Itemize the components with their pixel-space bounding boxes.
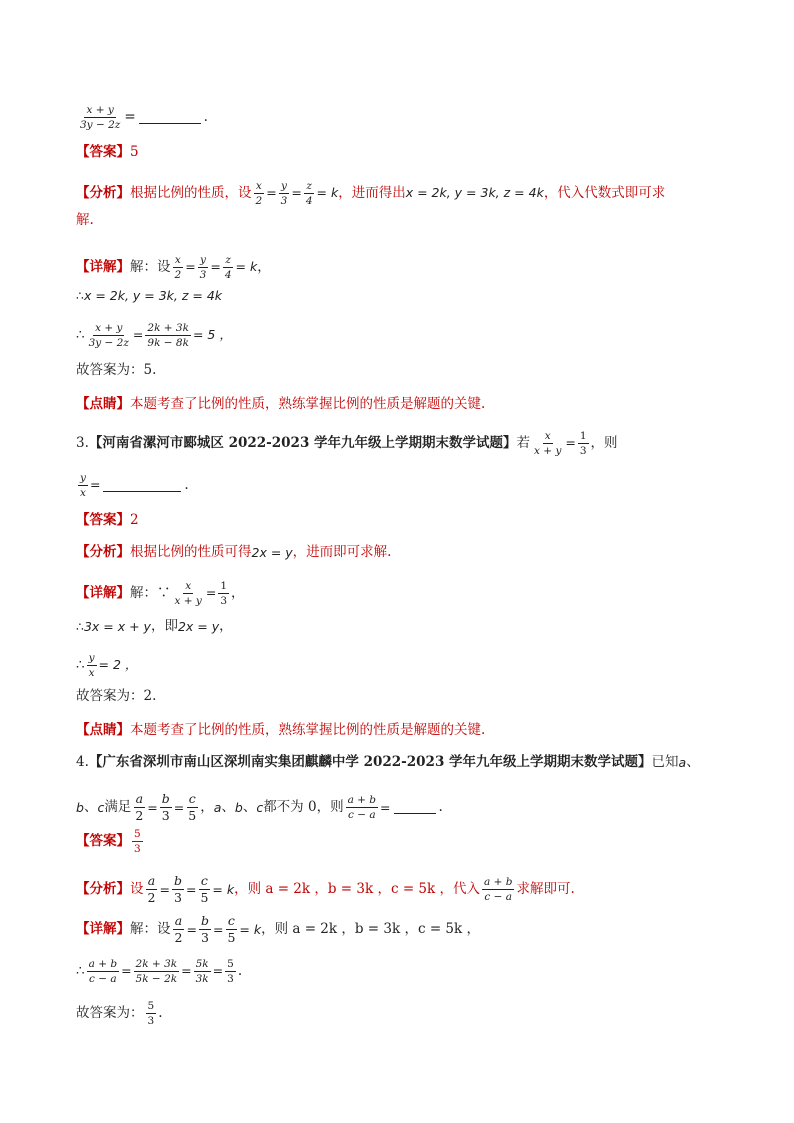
q3-analysis-text1: 根据比例的性质可得 (130, 544, 252, 560)
q2-analysis-line2 (76, 214, 94, 228)
q2-detail-set-k: = k (235, 259, 258, 275)
q3-text1: 若 (516, 434, 531, 451)
q3-step1-mid: ，即 (150, 618, 178, 634)
q2-final: 故答案为：5. (76, 362, 157, 378)
q4-analysis-text2: 求解即可. (516, 881, 575, 898)
q3-text2: ，则 (590, 434, 618, 451)
q2-analysis-text4: 解. (76, 212, 94, 228)
q3-step2-rhs: = 2 ， (98, 657, 138, 673)
q4-answer-tag: 【答案】 (76, 832, 130, 849)
q4-analysis-tag: 【分析】 (76, 881, 130, 898)
q2-therefore1: ∴x = 2k, y = 3k, z = 4k (76, 288, 223, 303)
q3-answer-tag: 【答案】 (76, 512, 130, 528)
q2-detail-line: 【详解】 解：设 $\frac{x}{2}$ = $\frac{y}{3}$ = $\frac{z}{4}$ = k ， (76, 254, 271, 282)
q3-comment-tag: 【点睛】 (76, 722, 130, 738)
q3-step2-line: ∴ $\frac{y}{x}$ = 2 ， (76, 652, 138, 680)
q3-analysis-tag: 【分析】 (76, 544, 130, 560)
q3-ask-line: $\frac{y}{x}$ = . (80, 472, 189, 500)
q2-analysis-text1: 根据比例的性质，设 (130, 184, 252, 201)
q2-lhs-num: x + y (84, 104, 115, 118)
q4-ask-frac: $\frac{a + b}{c - a}$ (347, 794, 377, 822)
q3-final: 故答案为：2. (76, 688, 157, 704)
q3-step2-lead: ∴ (76, 656, 85, 673)
q4-detail-tag: 【详解】 (76, 921, 130, 938)
q2-answer-tag: 【答案】 (76, 144, 130, 160)
q3-detail-line: 【详解】 解：∵ $\frac{x}{x + y}$ = $\frac{1}{3}$ ， (76, 580, 245, 608)
q4-answer-line (76, 828, 145, 855)
q3-answer-value: 2 (130, 512, 139, 528)
q2-lhs-fraction (78, 104, 122, 131)
q4-number: 4. (76, 754, 89, 770)
q2-analysis-frac-y: $\frac{y}{3}$ (280, 180, 288, 208)
q3-detail-text1: 解：∵ (130, 584, 171, 601)
q2-answer-value: 5 (130, 144, 139, 160)
q2-analysis-set-k: = k (316, 185, 339, 201)
q4-answer-frac: $\frac{5}{3}$ (134, 828, 141, 856)
q3-comment-line (76, 724, 485, 738)
q2-calc-frac2: $\frac{2k + 3k}{9k - 8k}$ (147, 322, 189, 350)
q3-comment-text: 本题考查了比例的性质，熟练掌握比例的性质是解题的关键. (130, 722, 486, 738)
q3-answer-line (76, 514, 139, 528)
q3-cond-frac: $\frac{x}{x + y}$ (534, 430, 562, 458)
q2-detail-comma: ， (257, 258, 271, 275)
q4-source: 【广东省深圳市南山区深圳南实集团麒麟中学 2022-2023 学年九年级上学期期末数学试题】 (88, 754, 652, 770)
q4-var-a: a (678, 754, 687, 770)
q4-final-dot: . (158, 1004, 163, 1021)
q4-text2: 满足 (104, 799, 132, 816)
q2-analysis-frac-x: $\frac{x}{2}$ (255, 180, 263, 208)
q3-step1: ∴3x = x + y (76, 618, 151, 634)
q4-final-line: 故答案为： $\frac{5}{3}$ . (76, 1000, 163, 1028)
q3-analysis-line (76, 546, 391, 560)
q2-comment-text: 本题考查了比例的性质，熟练掌握比例的性质是解题的关键. (130, 396, 486, 412)
q2-comment-tag: 【点睛】 (76, 396, 130, 412)
q4-analysis-text1: 设 (130, 881, 144, 898)
q4-text3: 都不为 0，则 (263, 799, 344, 816)
q2-comment-line (76, 398, 485, 412)
q2-analysis-frac-z: $\frac{z}{4}$ (305, 180, 313, 208)
q4-answer-blank (394, 801, 436, 814)
q2-analysis-line: 【分析】 根据比例的性质，设 $\frac{x}{2}$ = $\frac{y}{3}$ = $\frac{z}{4}$ = k ，进而得出 x = 2k, y = 3k, z = 4k ，代入代数式即可求 (76, 180, 666, 208)
q4-question-line (76, 756, 700, 770)
q2-calc-line: ∴ $\frac{x + y}{3y - 2z}$ = $\frac{2k + 3k}{9k - 8k}$ = 5 ， (76, 322, 232, 350)
q3-answer-blank (103, 479, 181, 492)
q2-end: . (203, 108, 208, 125)
q2-final-line (76, 364, 156, 378)
q3-analysis-eq: 2x = y (251, 544, 293, 560)
q3-number: 3. (76, 434, 89, 451)
q2-analysis-text3: ，代入代数式即可求 (543, 184, 666, 201)
q3-detail-tag: 【详解】 (76, 584, 130, 601)
q4-dun: 、 (686, 754, 700, 770)
q3-source: 【河南省漯河市郾城区 2022-2023 学年九年级上学期期末数学试题】 (88, 434, 517, 451)
q2-eq: = (124, 108, 136, 125)
q2-lhs-den: 3y − 2z (80, 119, 121, 132)
q4-text1: 已知 (651, 754, 679, 770)
q2-analysis-text2: ，进而得出 (338, 184, 406, 201)
q2-calc-frac1: $\frac{x + y}{3y - 2z}$ (88, 322, 129, 350)
q2-analysis-tag: 【分析】 (76, 184, 130, 201)
q4-analysis-vals: ，则 a = 2k ，b = 3k ，c = 5k ，代入 (234, 881, 480, 898)
q4-analysis-line: 【分析】 设 $\frac{a}{2}$ = $\frac{b}{3}$ = $\frac{c}{5}$ = k ，则 a = 2k ，b = 3k ，c = 5k ，代入 $\frac{a + b}{c - a}$ 求解即可. (76, 873, 575, 906)
q3-analysis-text2: ，进而即可求解. (292, 544, 392, 560)
q2-calc-result: = 5 ， (192, 327, 232, 343)
q2-question-tail (76, 104, 208, 131)
q4-detail-line: 【详解】 解：设 $\frac{a}{2}$ = $\frac{b}{3}$ = $\frac{c}{5}$ = k ，则 a = 2k ，b = 3k ，c = 5k ， (76, 913, 480, 946)
q4-detail-vals: ，则 a = 2k ，b = 3k ，c = 5k ， (261, 921, 480, 938)
q2-answer-line (76, 146, 139, 160)
q4-final-text: 故答案为： (76, 1004, 144, 1021)
q3-cond-rhs: $\frac{1}{3}$ (579, 430, 587, 458)
q3-final-line (76, 690, 156, 704)
q2-answer-blank (139, 111, 201, 124)
q2-detail-text1: 解：设 (130, 258, 171, 275)
q2-analysis-eq: x = 2k, y = 3k, z = 4k (405, 185, 544, 201)
q3-step1-eq: 2x = y (177, 618, 220, 634)
q4-detail-text1: 解：设 (130, 921, 171, 938)
q2-detail-tag: 【详解】 (76, 258, 130, 275)
q3-step1-line: ∴3x = x + y ，即 2x = y ， (76, 618, 233, 634)
q4-question-line2: b 、 c 满足 $\frac{a}{2}$ = $\frac{b}{3}$ = $\frac{c}{5}$ ， a 、 b 、 c 都不为 0，则 $\frac{a + b}{c - a}$ = . (76, 791, 443, 824)
q2-therefore-line (76, 290, 222, 303)
q4-calc-line: ∴ $\frac{a + b}{c - a}$ = $\frac{2k + 3k}{5k - 2k}$ = $\frac{5k}{3k}$ = $\frac{5}{3}$ . (76, 958, 243, 986)
q3-ask-frac: $\frac{y}{x}$ (80, 472, 86, 500)
q3-question-line: 3. 【河南省漯河市郾城区 2022-2023 学年九年级上学期期末数学试题】 若 $\frac{x}{x + y}$ = $\frac{1}{3}$ ，则 (76, 430, 618, 458)
